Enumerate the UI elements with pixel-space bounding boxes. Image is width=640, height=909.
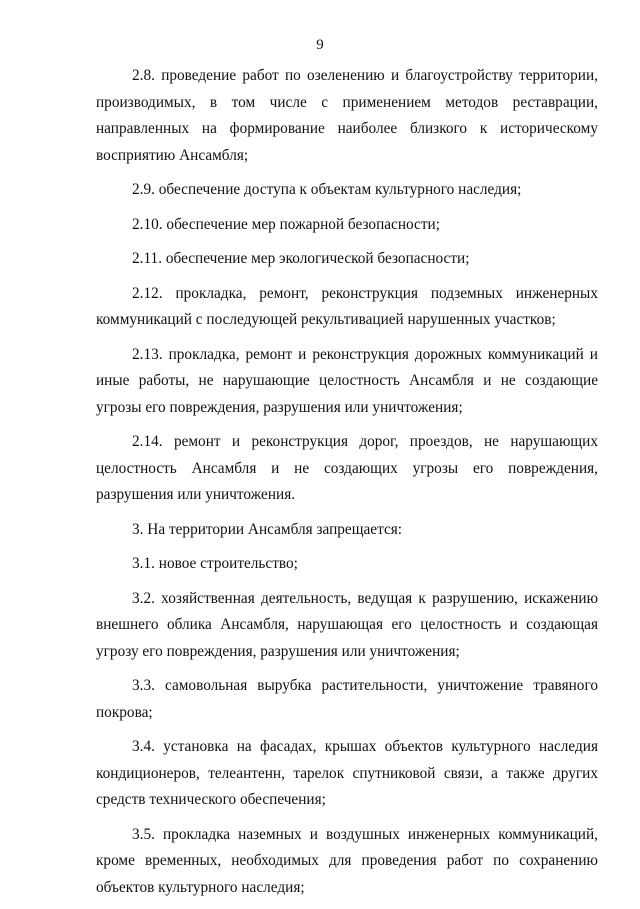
paragraph-3-2: 3.2. хозяйственная деятельность, ведущая к разрушению, искажению внешнего облика Ансамбля, нарушающая его целостность и создающая угрозу его повреждения, разрушения или уничтожения; (96, 589, 598, 660)
paragraph-2-11: 2.11. обеспечение мер экологической безопасности; (132, 250, 470, 267)
paragraph-2-10: 2.10. обеспечение мер пожарной безопасности; (132, 215, 440, 233)
paragraph-2-8: 2.8. проведение работ по озеленению и благоустройству территории, производимых, в том числе с применением методов реставрации, направленных на формирование наиболее близкого к историческому восприятию Ансамбля; (96, 67, 598, 164)
paragraph-2-13: 2.13. прокладка, ремонт и реконструкция дорожных коммуникаций и иные работы, не нарушающие целостность Ансамбля и не создающие угрозы его повреждения, разрушения или уничтожения; (96, 345, 598, 416)
paragraph-3-3: 3.3. самовольная вырубка растительности, уничтожение травяного покрова; (96, 677, 598, 721)
paragraph-2-9: 2.9. обеспечение доступа к объектам культурного наследия; (132, 181, 522, 198)
paragraph-3-1: 3.1. новое строительство; (132, 555, 298, 572)
paragraph-2-12: 2.12. прокладка, ремонт, реконструкция подземных инженерных коммуникаций с последующей рекультивацией нарушенных участков; (96, 284, 598, 328)
paragraph-3: 3. На территории Ансамбля запрещается: (132, 520, 403, 538)
paragraph-2-14: 2.14. ремонт и реконструкция дорог, проездов, не нарушающих целостность Ансамбля и не создающих угрозы его повреждения, разрушения или уничтожения. (96, 433, 598, 503)
page-number: 9 (316, 37, 324, 53)
paragraph-3-4: 3.4. установка на фасадах, крышах объектов культурного наследия кондиционеров, телеантенн, тарелок спутниковой связи, а также других средств технического обеспечения; (96, 738, 598, 808)
paragraph-3-5: 3.5. прокладка наземных и воздушных инженерных коммуникаций, кроме временных, необходимых для проведения работ по сохранению объектов культурного наследия; (96, 825, 598, 896)
document-body (96, 63, 598, 909)
